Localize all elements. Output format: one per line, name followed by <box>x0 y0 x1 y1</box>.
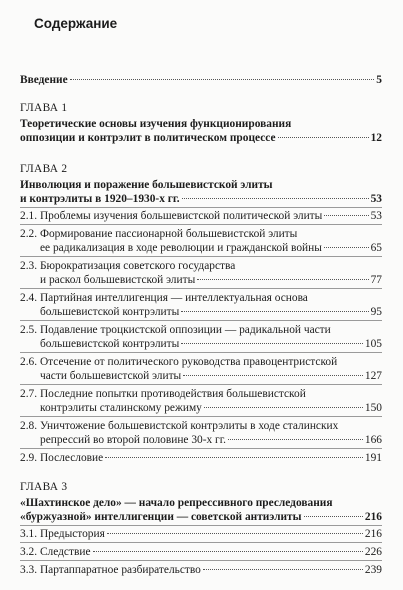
toc-entry-2-2[interactable] <box>20 227 382 255</box>
dot-leader <box>278 137 369 138</box>
item-title: Последние попытки противодействия большевистской <box>39 388 306 400</box>
divider <box>20 207 382 208</box>
toc-entry-page: 105 <box>364 338 382 350</box>
item-title-cont: части большевистской элиты <box>40 370 182 382</box>
toc-entry-page: 216 <box>364 511 382 523</box>
dot-leader <box>204 407 363 408</box>
item-number: 2.1. <box>20 210 38 222</box>
dot-leader <box>304 516 363 517</box>
item-title: Формирование пассионарной большевистской элиты <box>39 228 298 240</box>
toc-entry-2-1[interactable] <box>20 209 382 223</box>
item-number: 2.8. <box>20 420 38 432</box>
chapter-title-line: Инволюция и поражение большевистской элиты <box>20 179 273 191</box>
item-number: 2.7. <box>20 388 38 400</box>
toc-entry-3-1[interactable] <box>20 527 382 541</box>
toc-entry-3-3[interactable] <box>20 563 382 577</box>
toc-entry-3-2[interactable] <box>20 545 382 559</box>
divider <box>20 416 382 417</box>
toc-entry-intro[interactable] <box>20 73 382 87</box>
item-number: 3.2. <box>20 546 38 558</box>
item-title: Проблемы изучения большевистской политической элиты <box>39 210 323 222</box>
divider <box>20 288 382 289</box>
divider <box>20 320 382 321</box>
item-title: Послесловие <box>39 452 104 464</box>
toc-entry-2-9[interactable] <box>20 451 382 465</box>
item-title: Бюрократизация советского государства <box>39 260 236 272</box>
item-title-cont: большевистской контрэлиты <box>40 306 180 318</box>
toc-entry-page: 5 <box>376 74 382 86</box>
item-number: 3.1. <box>20 528 38 540</box>
item-number: 2.4. <box>20 292 38 304</box>
dot-leader <box>105 457 363 458</box>
toc-entry-page: 77 <box>370 274 382 286</box>
toc-entry-page: 127 <box>364 370 382 382</box>
dot-leader <box>324 247 369 248</box>
dot-leader <box>182 198 369 199</box>
chapter-title-line: «буржуазной» интеллигенции — советской антиэлиты <box>20 511 302 523</box>
item-title: Партийная интеллигенция — интеллектуальная основа <box>39 292 308 304</box>
dot-leader <box>324 215 368 216</box>
toc-entry-2-4[interactable] <box>20 291 382 319</box>
chapter-title-line: и контрэлиты в 1920–1930-х гг. <box>20 193 180 205</box>
dot-leader <box>107 533 363 534</box>
item-title: Подавление троцкистской оппозиции — радикальной части <box>39 324 331 336</box>
toc-entry-page: 12 <box>370 132 382 144</box>
toc-entry-page: 226 <box>364 546 382 558</box>
toc-entry-2-7[interactable] <box>20 387 382 415</box>
toc-entry-page: 65 <box>370 242 382 254</box>
divider <box>20 256 382 257</box>
chapter-1-label: ГЛАВА 1 <box>20 102 68 114</box>
toc-entry-page: 150 <box>364 402 382 414</box>
item-title-cont: и раскол большевистской элиты <box>40 274 196 286</box>
chapter-title-line: Теоретические основы изучения функционирования <box>20 118 292 130</box>
item-title-cont: контрэлиты сталинскому режиму <box>40 402 202 414</box>
toc-entry-chapter-1[interactable] <box>20 117 382 145</box>
toc-entry-2-8[interactable] <box>20 419 382 447</box>
toc-entry-2-3[interactable] <box>20 259 382 287</box>
toc-entry-page: 166 <box>364 434 382 446</box>
chapter-title-line: «Шахтинское дело» — начало репрессивного преследования <box>20 497 333 509</box>
dot-leader <box>181 311 368 312</box>
dot-leader <box>228 439 363 440</box>
dot-leader <box>203 569 363 570</box>
toc-entry-2-6[interactable] <box>20 355 382 383</box>
toc-entry-page: 216 <box>364 528 382 540</box>
dot-leader <box>197 279 368 280</box>
item-title: Предыстория <box>39 528 105 540</box>
toc-entry-chapter-2[interactable] <box>20 178 382 206</box>
item-title-cont: большевистской контрэлиты <box>40 338 180 350</box>
item-number: 2.3. <box>20 260 38 272</box>
divider <box>20 525 382 526</box>
divider <box>20 352 382 353</box>
item-number: 2.2. <box>20 228 38 240</box>
divider <box>20 224 382 225</box>
chapter-2-label: ГЛАВА 2 <box>20 163 68 175</box>
item-title: Следствие <box>39 546 91 558</box>
item-title-cont: ее радикализация в ходе революции и гражданской войны <box>40 242 322 254</box>
chapter-title-line: оппозиции и контрэлит в политическом процессе <box>20 132 276 144</box>
item-title-cont: репрессий во второй половине 30-х гг. <box>40 434 226 446</box>
item-number: 2.6. <box>20 356 38 368</box>
toc-entry-page: 53 <box>370 193 382 205</box>
dot-leader <box>181 343 363 344</box>
item-title: Партаппаратное разбирательство <box>39 564 201 576</box>
divider <box>20 560 382 561</box>
divider <box>20 384 382 385</box>
divider <box>20 542 382 543</box>
toc-entry-chapter-3[interactable] <box>20 496 382 524</box>
toc-heading: Содержание <box>34 16 118 31</box>
chapter-3-label: ГЛАВА 3 <box>20 481 68 493</box>
item-title: Уничтожение большевистской контрэлиты в ходе сталинских <box>39 420 339 432</box>
toc-entry-page: 53 <box>370 210 382 222</box>
toc-entry-2-5[interactable] <box>20 323 382 351</box>
item-number: 2.9. <box>20 452 38 464</box>
item-number: 3.3. <box>20 564 38 576</box>
dot-leader <box>93 551 363 552</box>
item-number: 2.5. <box>20 324 38 336</box>
toc-entry-page: 191 <box>364 452 382 464</box>
toc-entry-title: Введение <box>20 74 68 86</box>
item-title: Отсечение от политического руководства правоцентристской <box>39 356 338 368</box>
dot-leader <box>183 375 363 376</box>
toc-entry-page: 95 <box>370 306 382 318</box>
divider <box>20 448 382 449</box>
toc-entry-page: 239 <box>364 564 382 576</box>
dot-leader <box>70 79 375 80</box>
